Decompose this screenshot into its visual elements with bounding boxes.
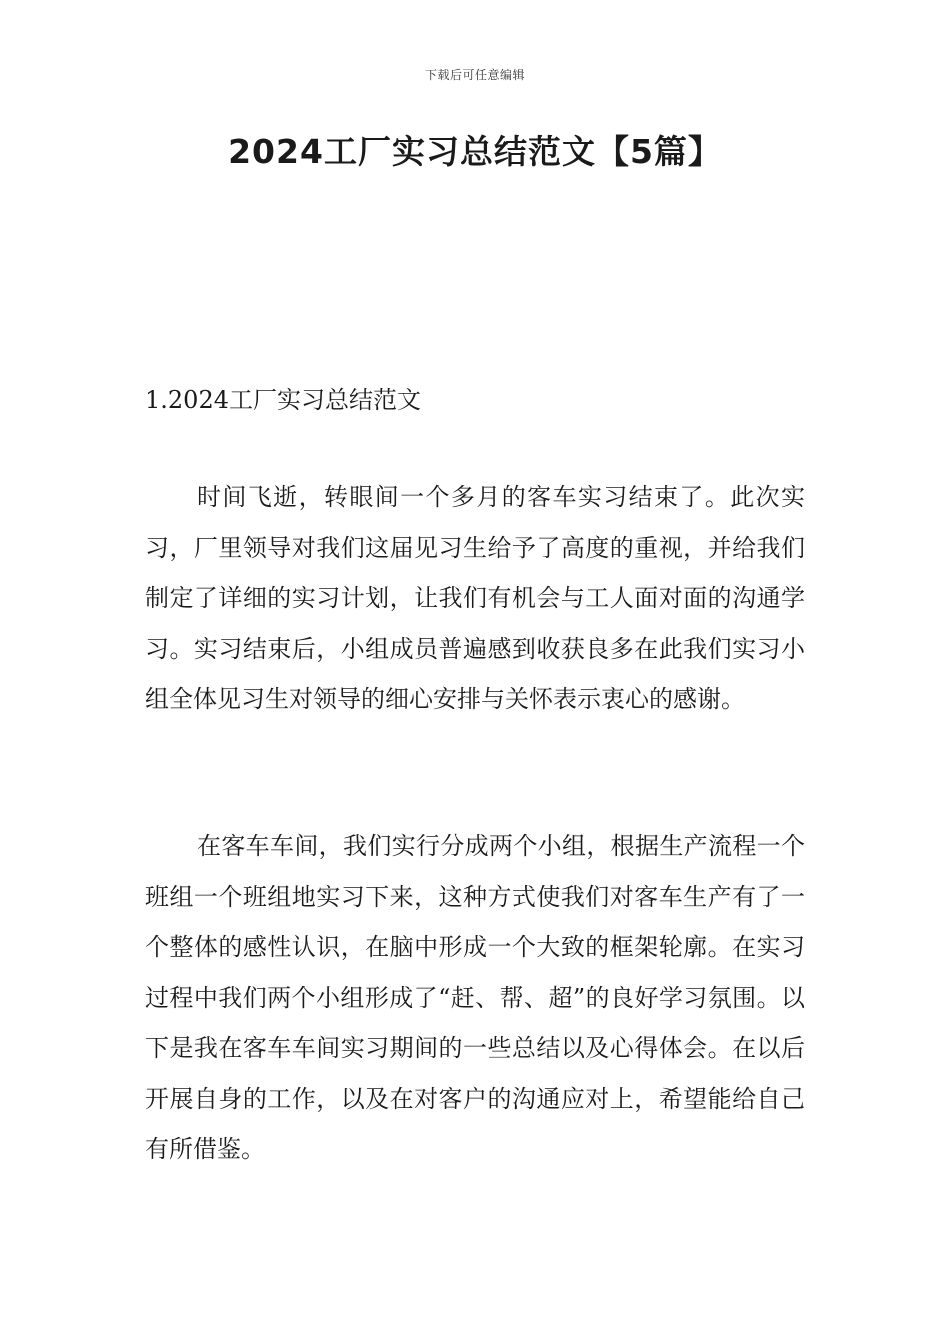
section-heading: 1.2024工厂实习总结范文 xyxy=(145,386,421,414)
body-paragraph-2: 在客车车间，我们实行分成两个小组，根据生产流程一个班组一个班组地实习下来，这种方式使我们对客车生产有了一个整体的感性认识，在脑中形成一个大致的框架轮廓。在实习过程中我们两个小组形成了“赶、帮、超”的良好学习氛围。以下是我在客车车间实习期间的一些总结以及心得体会。在以后开展自身的工作，以及在对客户的沟通应对上，希望能给自己有所借鉴。 xyxy=(145,832,805,1163)
header-note: 下载后可任意编辑 xyxy=(424,68,525,82)
body-paragraph-1: 时间飞逝，转眼间一个多月的客车实习结束了。此次实习，厂里领导对我们这届见习生给予了高度的重视，并给我们制定了详细的实习计划，让我们有机会与工人面对面的沟通学习。实习结束后，小组成员普遍感到收获良多在此我们实习小组全体见习生对领导的细心安排与关怀表示衷心的感谢。 xyxy=(145,483,805,713)
document-title: 2024工厂实习总结范文【5篇】 xyxy=(228,132,722,171)
